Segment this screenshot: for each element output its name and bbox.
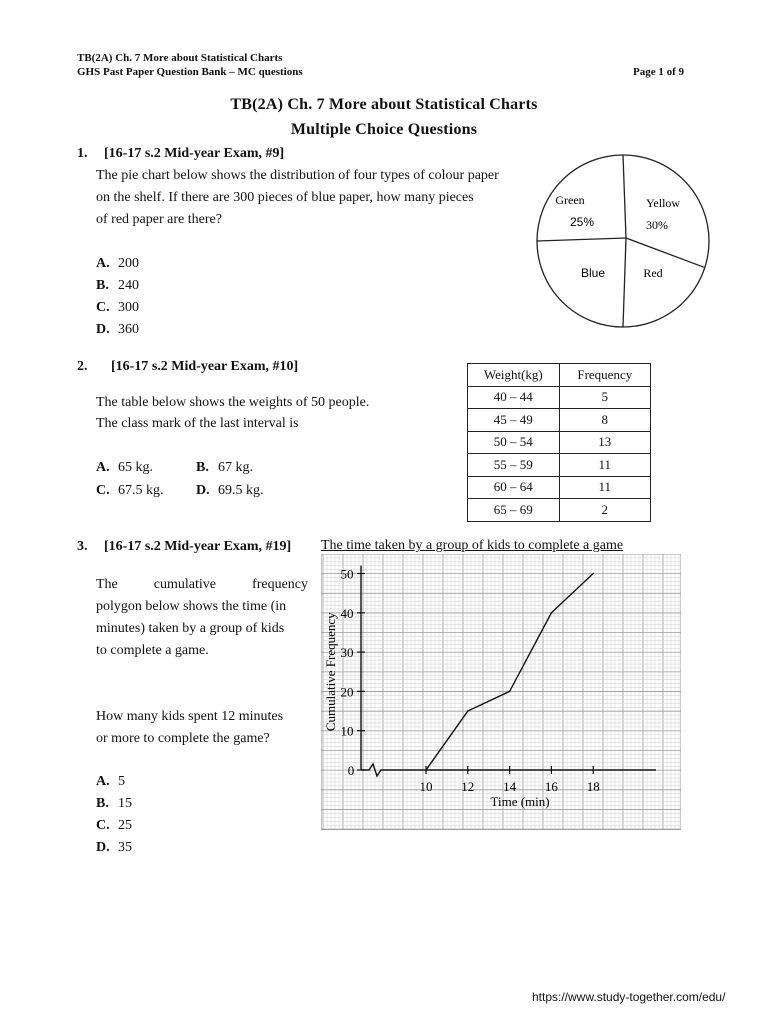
x-tick-label: 18	[586, 779, 600, 794]
q3-text-line-1: The cumulative frequency	[96, 577, 308, 592]
table-cell-weight: 45 – 49	[468, 409, 560, 432]
data-point	[592, 573, 594, 575]
pie-chart	[530, 148, 716, 334]
table-cell-weight: 55 – 59	[468, 454, 560, 477]
page-number: Page 1 of 9	[633, 66, 685, 78]
q3-option-d[interactable]: D. 35	[96, 840, 132, 855]
footer-url[interactable]: https://www.study-together.com/edu/	[532, 990, 726, 1004]
table-header-row	[468, 364, 651, 387]
q3-option-b[interactable]: B. 15	[96, 796, 132, 811]
graph-grid	[321, 554, 681, 830]
table-cell-weight: 60 – 64	[468, 476, 560, 499]
y-tick-label: 50	[340, 566, 354, 582]
y-tick-label: 40	[340, 605, 354, 621]
q3-number: 3.	[77, 539, 88, 554]
q3-text-line-5: How many kids spent 12 minutes	[96, 709, 284, 724]
table-cell-frequency: 5	[559, 386, 650, 409]
graph-title: The time taken by a group of kids to complete a game	[321, 538, 624, 553]
q2-source-tag: [16-17 s.2 Mid-year Exam, #10]	[111, 359, 299, 374]
table-header-frequency: Frequency	[559, 364, 650, 387]
q3-text-line-4: to complete a game.	[96, 643, 209, 658]
table-cell-weight: 65 – 69	[468, 499, 560, 522]
data-point	[467, 710, 469, 712]
pie-label-red: Red	[643, 266, 663, 280]
data-point	[425, 769, 427, 771]
table-row	[468, 454, 651, 477]
weight-frequency-table	[467, 363, 651, 522]
q1-text-line-2: on the shelf. If there are 300 pieces of blue paper, how many pieces	[96, 190, 474, 205]
q2-text-line-2: The class mark of the last interval is	[96, 416, 299, 431]
y-axis-label: Cumulative Frequency	[323, 612, 338, 732]
pie-label-green: Green	[555, 193, 585, 207]
table-row	[468, 499, 651, 522]
x-tick-label: 12	[461, 779, 475, 794]
page-subtitle: Multiple Choice Questions	[290, 121, 478, 138]
pie-outline	[537, 155, 709, 327]
table-cell-frequency: 8	[559, 409, 650, 432]
table-cell-weight: 50 – 54	[468, 431, 560, 454]
pie-label-yellow: Yellow	[645, 196, 681, 210]
pie-percent-green: 25%	[569, 215, 595, 229]
table-row	[468, 431, 651, 454]
q1-option-a[interactable]: A. 200	[96, 256, 139, 271]
table-row	[468, 386, 651, 409]
q2-option-c[interactable]: C. 67.5 kg.	[96, 483, 164, 498]
x-axis-label: Time (min)	[490, 794, 550, 809]
q3-source-tag: [16-17 s.2 Mid-year Exam, #19]	[104, 539, 292, 554]
table-cell-frequency: 11	[559, 454, 650, 477]
q3-option-a[interactable]: A. 5	[96, 774, 125, 789]
q2-option-a[interactable]: A. 65 kg.	[96, 460, 153, 475]
data-point	[551, 612, 553, 614]
q3-text-line-3: minutes) taken by a group of kids	[96, 621, 285, 636]
q1-option-d[interactable]: D. 360	[96, 322, 139, 337]
y-tick-label: 30	[340, 645, 354, 661]
table-cell-frequency: 11	[559, 476, 650, 499]
table-cell-frequency: 2	[559, 499, 650, 522]
table-row	[468, 409, 651, 432]
data-point	[509, 691, 511, 693]
q1-option-c[interactable]: C. 300	[96, 300, 139, 315]
table-row	[468, 476, 651, 499]
table-cell-weight: 40 – 44	[468, 386, 560, 409]
q1-text-line-3: of red paper are there?	[96, 212, 222, 227]
q2-text-line-1: The table below shows the weights of 50 people.	[96, 395, 370, 410]
pie-percent-yellow: 30%	[646, 218, 668, 232]
q3-text-line-2: polygon below shows the time (in	[96, 599, 287, 614]
q2-number: 2.	[77, 359, 88, 374]
header-line-1: TB(2A) Ch. 7 More about Statistical Charts	[77, 52, 283, 64]
cumulative-frequency-graph	[321, 554, 681, 830]
q1-option-b[interactable]: B. 240	[96, 278, 139, 293]
y-tick-label: 0	[347, 763, 355, 778]
header-line-2: GHS Past Paper Question Bank – MC questions	[77, 66, 303, 78]
table-cell-frequency: 13	[559, 431, 650, 454]
y-tick-label: 20	[340, 684, 354, 700]
pie-label-blue: Blue	[580, 266, 606, 280]
q2-option-d[interactable]: D. 69.5 kg.	[196, 483, 264, 498]
q3-option-c[interactable]: C. 25	[96, 818, 132, 833]
q3-text-line-6: or more to complete the game?	[96, 731, 270, 746]
x-tick-label: 14	[503, 779, 517, 794]
q1-source-tag: [16-17 s.2 Mid-year Exam, #9]	[104, 146, 285, 161]
q2-option-b[interactable]: B. 67 kg.	[196, 460, 253, 475]
x-tick-label: 10	[419, 779, 433, 794]
y-tick-label: 10	[340, 723, 354, 739]
page-title: TB(2A) Ch. 7 More about Statistical Charts	[230, 96, 538, 113]
q1-number: 1.	[77, 146, 88, 161]
x-tick-label: 16	[544, 779, 558, 794]
table-header-weight: Weight(kg)	[468, 364, 560, 387]
q1-text-line-1: The pie chart below shows the distribution of four types of colour paper	[96, 168, 499, 183]
